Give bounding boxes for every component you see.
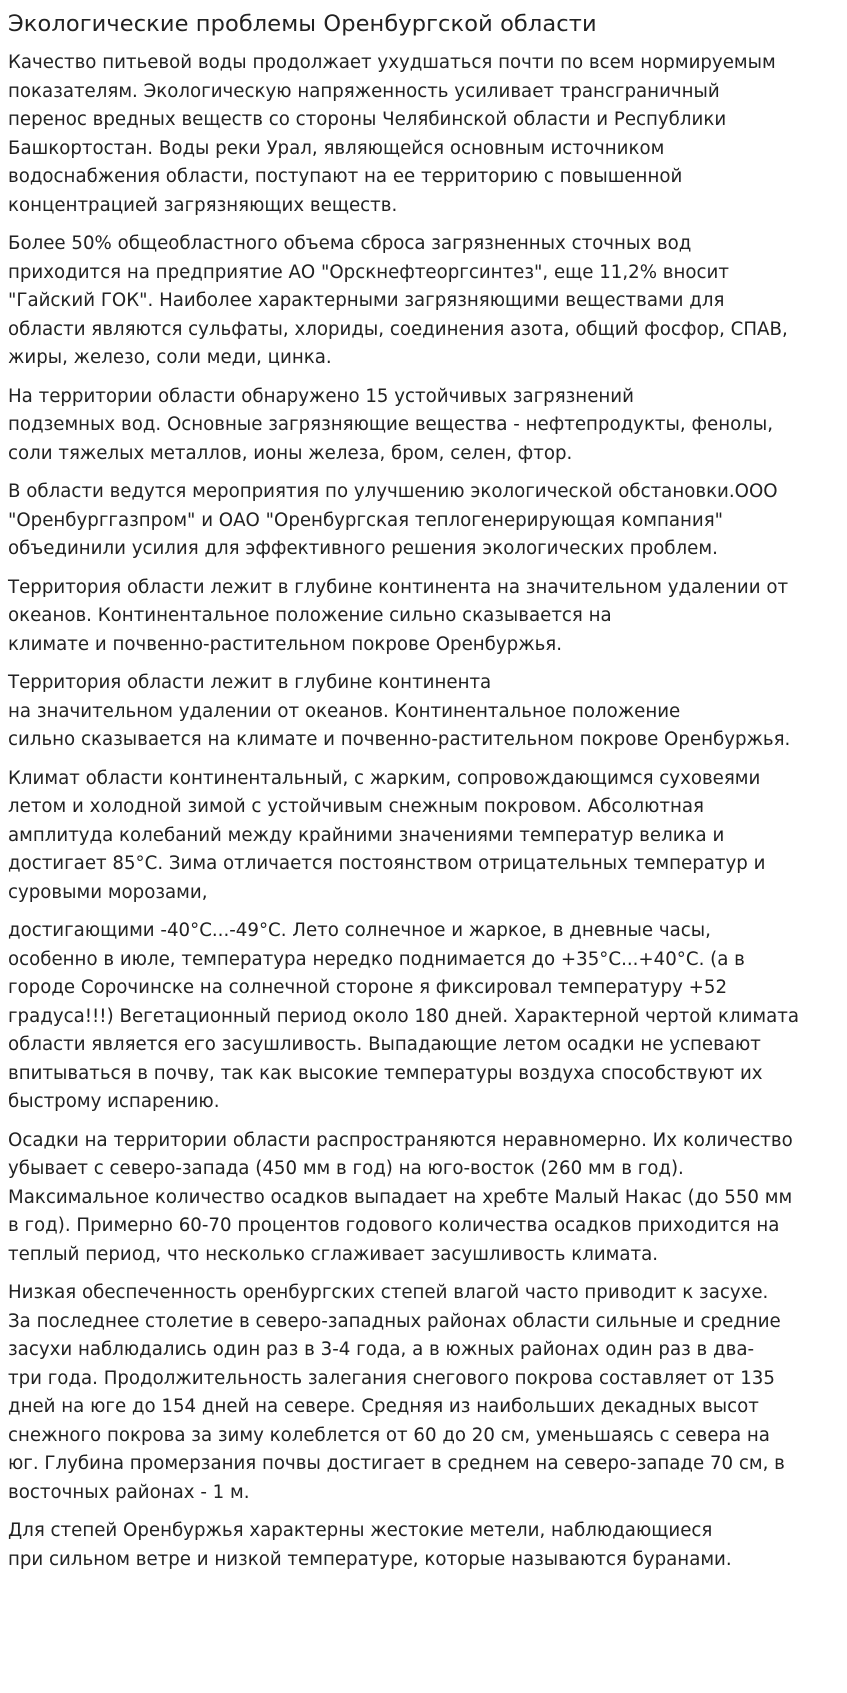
paragraph-groundwater: На территории области обнаружено 15 устойчивых загрязнений подземных вод. Основные загрязняющие вещества - нефтепродукты, фенолы, соли тяжелых металлов, ионы железа, бром, селен, фтор. bbox=[8, 385, 773, 464]
paragraph-territory: Территория области лежит в глубине континента на значительном удалении от океанов. Континентальное положение сильно сказывается на климате и почвенно-растительном покрове Оренбуржья. bbox=[8, 576, 789, 655]
paragraph-water-quality: Качество питьевой воды продолжает ухудшаться почти по всем нормируемым показателям. Экологическую напряженность усиливает трансграничный перенос вредных веществ со стороны Челябинской области и Республики Башкортостан. Воды реки Урал, являющейся основным источником водоснабжения области, поступают на ее территорию с повышенной концентрацией загрязняющих веществ. bbox=[8, 52, 776, 216]
article bbox=[8, 8, 840, 1584]
page-title: Экологические проблемы Оренбургской области bbox=[8, 11, 597, 37]
paragraph-temperatures: достигающими -40°С...-49°С. Лето солнечное и жаркое, в дневные часы, особенно в июле, температура нередко поднимается до +35°С...+40°С. (а в городе Сорочинске на солнечной стороне я фиксировал температуру +52 градуса!!!) Вегетационный период около 180 дней. Характерной чертой климата области является его засушливость. Выпадающие летом осадки не успевают впитываться в почву, так как высокие температуры воздуха способствуют их быстрому испарению. bbox=[8, 920, 800, 1112]
paragraph-drought-snow: Низкая обеспеченность оренбургских степей влагой часто приводит к засухе. За последнее столетие в северо-западных районах области сильные и средние засухи наблюдались один раз в 3-4 года, а в южных районах один раз в два- три года. Продолжительность залегания снегового покрова составляет от 135 дней на юге до 154 дней на севере. Средняя из наибольших декадных высот снежного покрова за зиму колеблется от 60 до 20 см, уменьшаясь с севера на юг. Глубина промерзания почвы достигает в среднем на северо-западе 70 см, в восточных районах - 1 м. bbox=[8, 1282, 785, 1503]
paragraph-wastewater: Более 50% общеобластного объема сброса загрязненных сточных вод приходится на предприятие АО "Орскнефтеоргсинтез", еще 11,2% вносит "Гайский ГОК". Наиболее характерными загрязняющими веществами для области являются сульфаты, хлориды, соединения азота, общий фосфор, СПАВ, жиры, железо, соли меди, цинка. bbox=[8, 233, 788, 368]
paragraph-precipitation: Осадки на территории области распространяются неравномерно. Их количество убывает с северо-запада (450 мм в год) на юго-восток (260 мм в год). Максимальное количество осадков выпадает на хребте Малый Накас (до 550 мм в год). Примерно 60-70 процентов годового количества осадков приходится на теплый период, что несколько сглаживает засушливость климата. bbox=[8, 1129, 793, 1265]
paragraph-climate: Климат области континентальный, с жарким, сопровождающимся суховеями летом и холодной зимой с устойчивым снежным покровом. Абсолютная амплитуда колебаний между крайними значениями температур велика и достигает 85°С. Зима отличается постоянством отрицательных температур и суровыми морозами, bbox=[8, 767, 766, 903]
paragraph-blizzards: Для степей Оренбуржья характерны жестокие метели, наблюдающиеся при сильном ветре и низкой температуре, которые называются буранами. bbox=[8, 1520, 732, 1570]
paragraph-territory-repeat: Территория области лежит в глубине континента на значительном удалении от океанов. Континентальное положение сильно сказывается на климате и почвенно-растительном покрове Оренбуржья. bbox=[8, 672, 791, 750]
paragraph-measures: В области ведутся мероприятия по улучшению экологической обстановки.ООО "Оренбурггазпром" и ОАО "Оренбургская теплогенерирующая компания" объединили усилия для эффективного решения экологических проблем. bbox=[8, 481, 778, 559]
